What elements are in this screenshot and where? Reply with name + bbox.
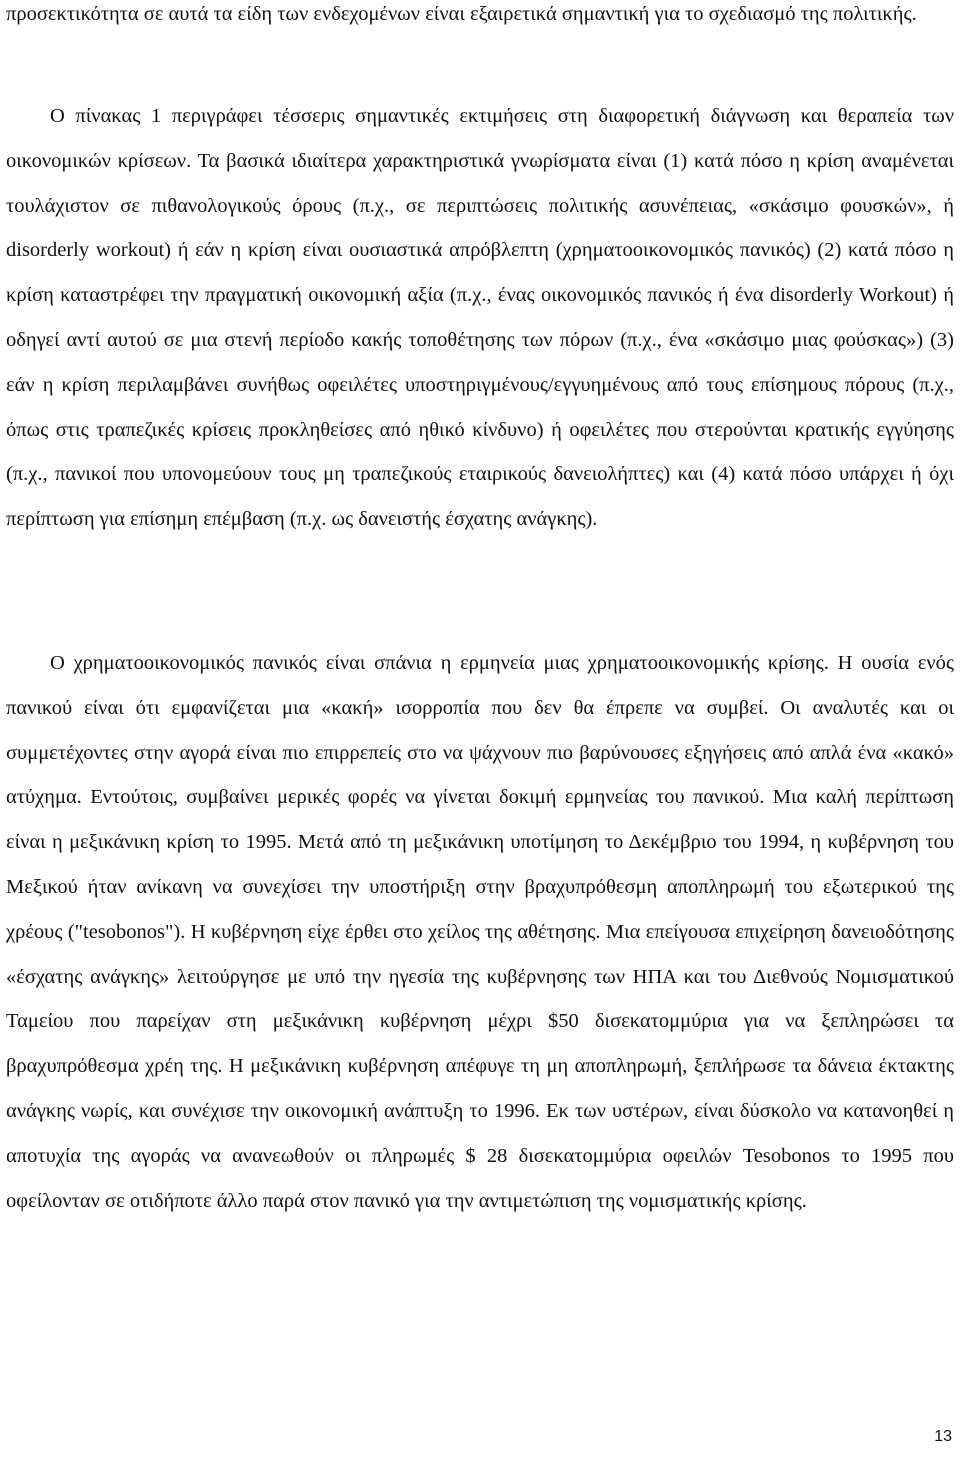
paragraph-table-description: Ο πίνακας 1 περιγράφει τέσσερις σημαντικές εκτιμήσεις στη διαφορετική διάγνωση και θεραπεία των οικονομικών κρίσεων. Τα βασικά ιδιαίτερα χαρακτηριστικά γνωρίσματα είναι (1) κατά πόσο η κρίση αναμένεται τουλάχιστον σε πιθανολογικούς όρους (π.χ., σε περιπτώσεις πολιτικής ασυνέπειας, «σκάσιμο φουσκών», ή disorderly workout) ή εάν η κρίση είναι ουσιαστικά απρόβλεπτη (χρηματοοικονομικός πανικός) (2) κατά πόσο η κρίση καταστρέφει την πραγματική οικονομική αξία (π.χ., ένας οικονομικός πανικός ή ένα disorderly Workout) ή οδηγεί αντί αυτού σε μια στενή περίοδο κακής τοποθέτησης των πόρων (π.χ., ένα «σκάσιμο μιας φούσκας») (3) εάν η κρίση περιλαμβάνει συνήθως οφειλέτες υποστηριγμένους/εγγυημένους από τους επίσημους πόρους (π.χ., όπως στις τραπεζικές κρίσεις προκληθείσες από ηθικό κίνδυνο) ή οφειλέτες που στερούνται κρατικής εγγύησης (π.χ., πανικοί που υπονομεύουν τους μη τραπεζικούς εταιρικούς δανειολήπτες) και (4) κατά πόσο υπάρχει ή όχι περίπτωση για επίσημη επέμβαση (π.χ. ως δανειστής έσχατης ανάγκης). — [6, 105, 954, 531]
paragraph-financial-panic: Ο χρηματοοικονομικός πανικός είναι σπάνια η ερμηνεία μιας χρηματοοικονομικής κρίσης. Η ουσία ενός πανικού είναι ότι εμφανίζεται μια «κακή» ισορροπία που δεν θα έπρεπε να συμβεί. Οι αναλυτές και οι συμμετέχοντες στην αγορά είναι πιο επιρρεπείς στο να ψάχνουν πιο βαρύνουσες εξηγήσεις από απλά ένα «κακό» ατύχημα. Εντούτοις, συμβαίνει μερικές φορές να γίνεται δοκιμή ερμηνείας του πανικού. Μια καλή περίπτωση είναι η μεξικάνικη κρίση το 1995. Μετά από τη μεξικάνικη υποτίμηση το Δεκέμβριο του 1994, η κυβέρνηση του Μεξικού ήταν ανίκανη να συνεχίσει την υποστήριξη στην βραχυπρόθεσμη αποπληρωμή του εξωτερικού της χρέους ("tesobonos"). Η κυβέρνηση είχε έρθει στο χείλος της αθέτησης. Μια επείγουσα επιχείρηση δανειοδότησης «έσχατης ανάγκης» λειτούργησε με υπό την ηγεσία της κυβέρνησης των ΗΠΑ και του Διεθνούς Νομισματικού Ταμείου που παρείχαν στη μεξικάνικη κυβέρνηση μέχρι $50 δισεκατομμύρια για να ξεπληρώσει τα βραχυπρόθεσμα χρέη της. Η μεξικάνικη κυβέρνηση απέφυγε τη μη αποπληρωμή, ξεπλήρωσε τα δάνεια έκτακτης ανάγκης νωρίς, και συνέχισε την οικονομική ανάπτυξη το 1996. Εκ των υστέρων, είναι δύσκολο να κατανοηθεί η αποτυχία της αγοράς να ανανεωθούν οι πληρωμές $ 28 δισεκατομμύρια οφειλών Tesobonos το 1995 που οφείλονταν σε οτιδήποτε άλλο παρά στον πανικό για την αντιμετώπιση της νομισματικής κρίσης. — [6, 652, 954, 1212]
page-number: 13 — [934, 1428, 952, 1445]
paragraph-continuation: προσεκτικότητα σε αυτά τα είδη των ενδεχομένων είναι εξαιρετικά σημαντική για το σχεδιασμό της πολιτικής. — [6, 3, 917, 25]
